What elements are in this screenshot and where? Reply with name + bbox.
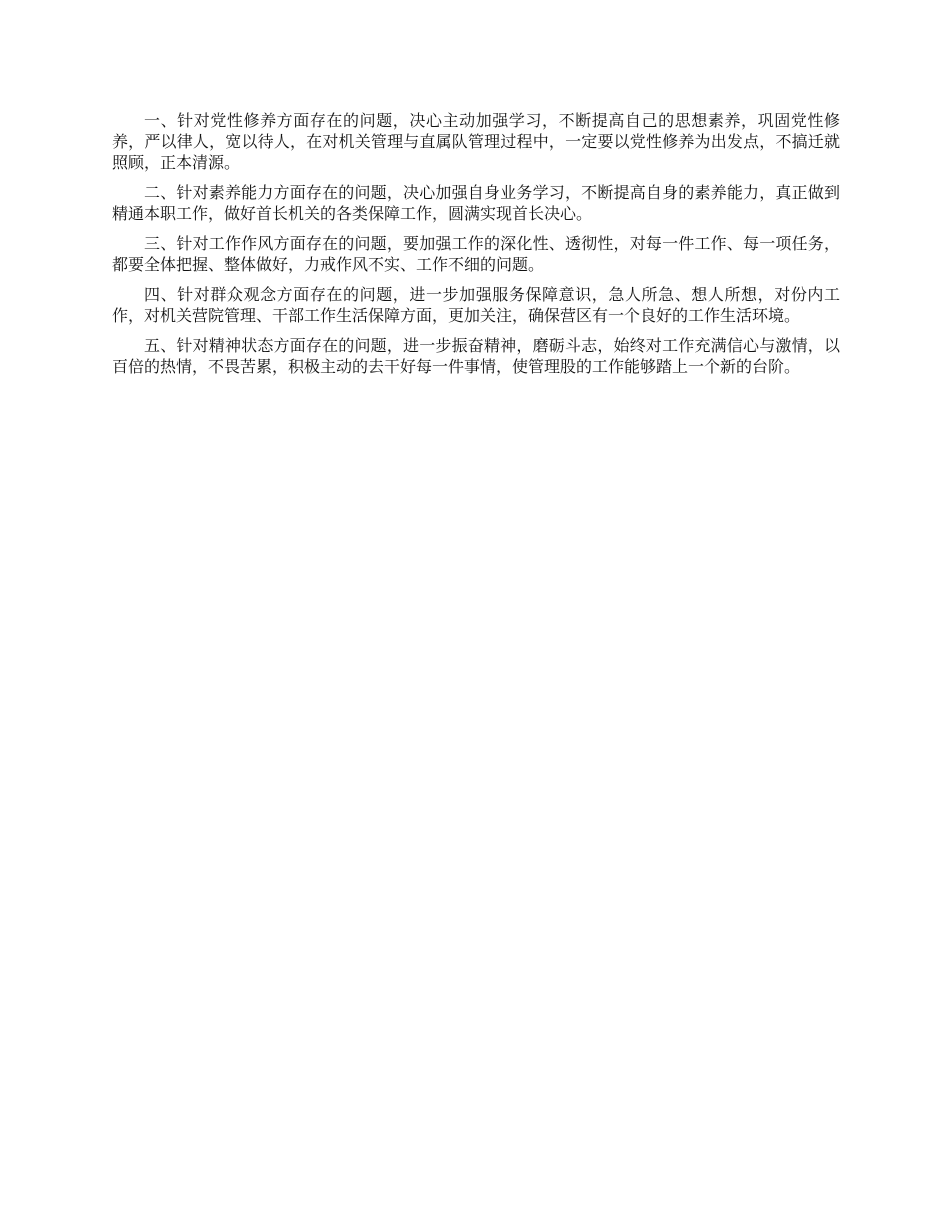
paragraph-4: 四、针对群众观念方面存在的问题，进一步加强服务保障意识，急人所急、想人所想，对份内工作，对机关营院管理、干部工作生活保障方面，更加关注，确保营区有一个良好的工作生活环境。 [112,285,840,325]
paragraph-1: 一、针对党性修养方面存在的问题，决心主动加强学习，不断提高自己的思想素养，巩固党性修养，严以律人，宽以待人，在对机关管理与直属队管理过程中，一定要以党性修养为出发点，不搞迁就照顾，正本清源。 [112,111,840,172]
paragraph-5: 五、针对精神状态方面存在的问题，进一步振奋精神，磨砺斗志，始终对工作充满信心与激情，以百倍的热情，不畏苦累，积极主动的去干好每一件事情，使管理股的工作能够踏上一个新的台阶。 [112,336,840,376]
document-body [112,110,840,386]
paragraph-2: 二、针对素养能力方面存在的问题，决心加强自身业务学习，不断提高自身的素养能力，真正做到精通本职工作，做好首长机关的各类保障工作，圆满实现首长决心。 [112,183,840,223]
paragraph-3: 三、针对工作作风方面存在的问题，要加强工作的深化性、透彻性，对每一件工作、每一项任务，都要全体把握、整体做好，力戒作风不实、工作不细的问题。 [112,234,840,274]
